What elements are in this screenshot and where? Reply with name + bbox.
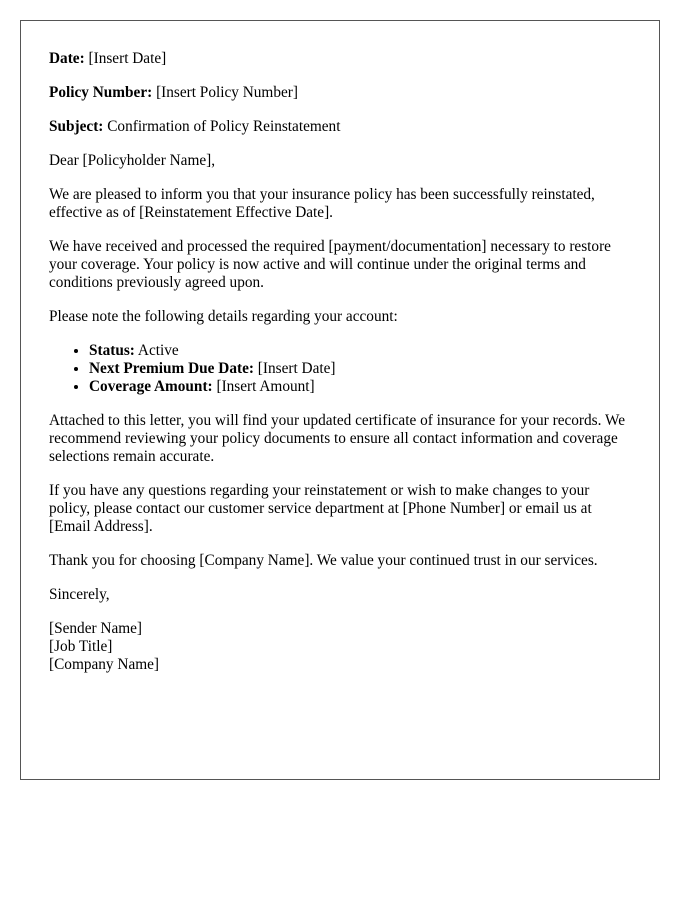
attached-paragraph: Attached to this letter, you will find your updated certificate of insurance for your records. We recommend reviewing your policy documents to ensure all contact information and coverage selections remain accurate. xyxy=(49,412,625,465)
intro-paragraph: We are pleased to inform you that your insurance policy has been successfully reinstated, effective as of [Reinstatement Effective Date]. xyxy=(49,186,595,221)
questions-paragraph: If you have any questions regarding your reinstatement or wish to make changes to your policy, please contact our customer service department at [Phone Number] or email us at [Email Address]. xyxy=(49,482,592,535)
list-item xyxy=(89,342,631,360)
policy-number-label: Policy Number: xyxy=(49,84,153,101)
sender-job-title: [Job Title] xyxy=(49,638,113,655)
list-item xyxy=(89,360,631,378)
status-label: Status: xyxy=(89,342,135,359)
signature-block xyxy=(49,620,631,674)
subject-label: Subject: xyxy=(49,118,104,135)
thanks-paragraph: Thank you for choosing [Company Name]. We value your continued trust in our services. xyxy=(49,552,598,569)
salutation: Dear [Policyholder Name], xyxy=(49,152,216,169)
subject-line xyxy=(49,118,631,136)
letter-page xyxy=(20,20,660,780)
list-item xyxy=(89,378,631,396)
sender-name: [Sender Name] xyxy=(49,620,143,637)
date-line xyxy=(49,50,631,68)
subject-value: Confirmation of Policy Reinstatement xyxy=(107,118,341,135)
coverage-amount-value: [Insert Amount] xyxy=(216,378,315,395)
policy-number-line xyxy=(49,84,631,102)
date-label: Date: xyxy=(49,50,85,67)
closing: Sincerely, xyxy=(49,586,110,603)
account-details-list xyxy=(49,342,631,396)
premium-due-value: [Insert Date] xyxy=(257,360,336,377)
coverage-amount-label: Coverage Amount: xyxy=(89,378,213,395)
details-intro-paragraph: Please note the following details regarding your account: xyxy=(49,308,398,325)
received-paragraph: We have received and processed the required [payment/documentation] necessary to restore your coverage. Your policy is now active and will continue under the original terms and conditions previously agreed upon. xyxy=(49,238,611,291)
date-value: [Insert Date] xyxy=(88,50,167,67)
status-value: Active xyxy=(137,342,179,359)
sender-company: [Company Name] xyxy=(49,656,160,673)
policy-number-value: [Insert Policy Number] xyxy=(156,84,298,101)
premium-due-label: Next Premium Due Date: xyxy=(89,360,254,377)
